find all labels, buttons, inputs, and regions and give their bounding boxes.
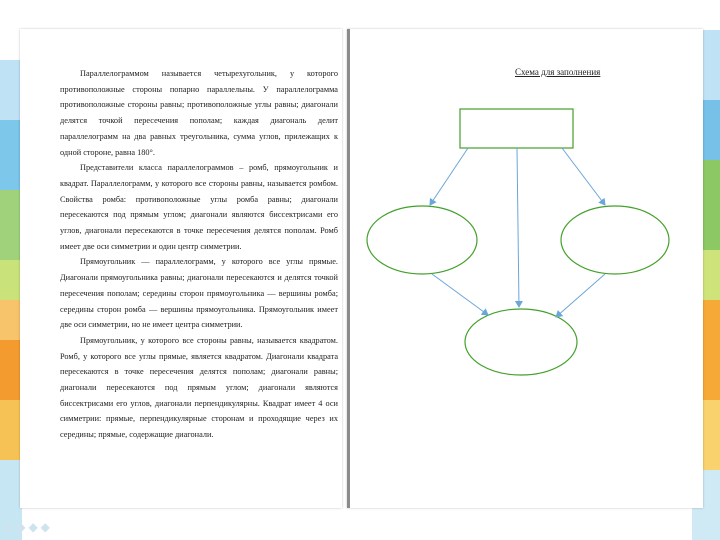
theory-text: [60, 66, 338, 443]
arrow-top-to-left: [430, 148, 468, 205]
paragraph-rhombus: Представители класса параллелограммов – ромб, прямоугольник и квадрат. Параллелограмм, у которого все стороны равны, называется ромбом. Свойства ромба: противоположные углы ромба равны; диагонали пересекаются под прямым углом; диагонали являются биссектрисами его углов, диагонали пересекаются в точке пересечения делятся пополам. Ромб имеет две оси симметрии и один центр симметрии.: [60, 163, 338, 251]
arrow-top-to-right: [562, 148, 605, 205]
right-ellipse[interactable]: [561, 206, 669, 274]
arrow-right-to-bottom: [556, 274, 605, 317]
arrow-left-to-bottom: [432, 274, 488, 315]
decorative-dots: ◆◆◆◆: [4, 520, 53, 534]
paragraph-parallelogram: Параллелограммом называется четырехугольник, у которого противоположные стороны попарно параллельны. У параллелограмма противоположные стороны равны; противоположные углы равны; диагонали делятся точкой пересечения пополам; каждая диагональ делит параллелограмм на два равных треугольника, сумма углов, прилежащих к одной стороне, равна 180°.: [60, 69, 338, 157]
top-box[interactable]: [460, 109, 573, 148]
arrow-top-to-bottom: [517, 148, 519, 307]
bottom-ellipse[interactable]: [465, 309, 577, 375]
left-page: [20, 29, 342, 508]
background-stripe-left: [0, 0, 22, 540]
schema-title: Схема для заполнения: [515, 67, 601, 77]
paragraph-square: Прямоугольник, у которого все стороны равны, называется квадратом. Ромб, у которого все углы прямые, является квадратом. Диагонали квадрата пересекаются в точке пересечения делятся пополам; диагонали равны; диагонали пересекаются под прямым углом; диагонали являются биссектрисами его углов, диагонали перпендикулярны. Квадрат имеет 4 оси симметрии: прямые, перпендикулярные сторонам и проходящие через их середины; прямые, содержащие диагонали.: [60, 335, 338, 440]
left-ellipse[interactable]: [367, 206, 477, 274]
fill-in-diagram: [350, 29, 703, 508]
right-page: [347, 29, 703, 508]
paragraph-rectangle: Прямоугольник — параллелограмм, у которого все углы прямые. Диагонали прямоугольника равны; диагонали пересекаются и делятся точкой пересечения пополам; середины сторон прямоугольника — вершины ромба; середины сторон ромба — вершины прямоугольника. Прямоугольник имеет две оси симметрии, но не имеет центра симметрии.: [60, 257, 338, 330]
